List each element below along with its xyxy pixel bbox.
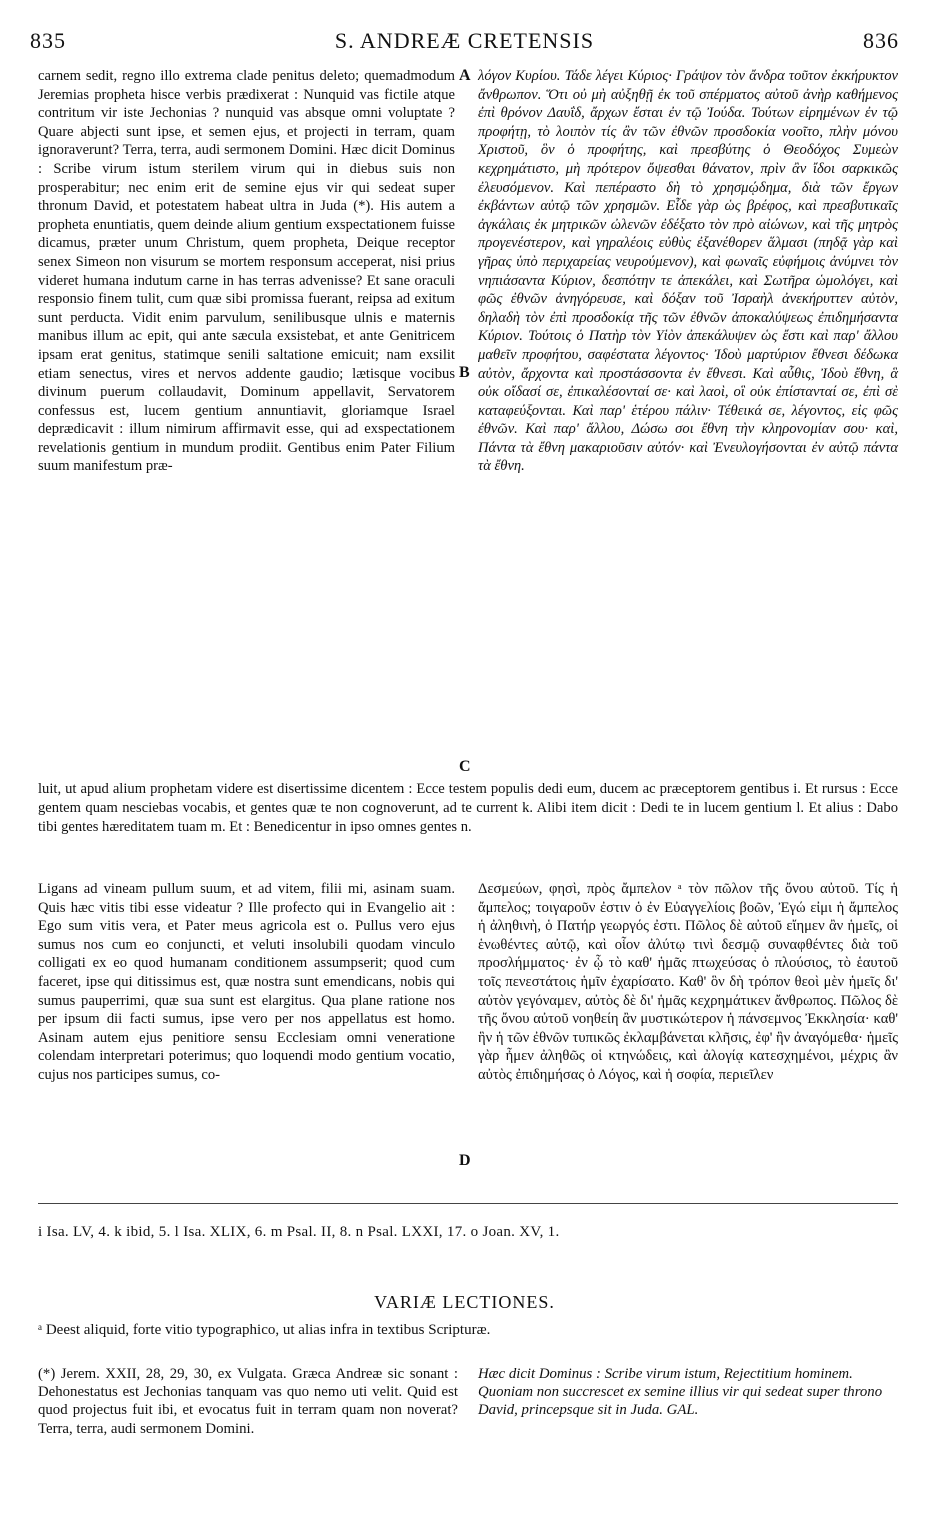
footnote-left: (*) Jerem. XXII, 28, 29, 30, ex Vulgata. Græca Andreæ sic sonant : Dehonestatus est Jechonias tanquam vas quo nemo uti velit. Quid est quod projectus fuit ibi, et evocatus fuit in terram quam non noverat? Terra, terra, audi sermonem Domini.: [38, 1366, 458, 1437]
variae-lectiones-heading: VARIÆ LECTIONES.: [374, 1292, 555, 1312]
running-title: S. ANDREÆ CRETENSIS: [334, 28, 595, 53]
running-header: [30, 28, 899, 58]
latin-column-bottom: [38, 880, 455, 1085]
latin-text-bottom: Ligans ad vineam pullum suum, et ad vitem, filii mi, asinam suam. Quis hæc vitis tibi esse videatur ? Ille profecto qui in Evangelio ait : Ego sum vitis vera, et Pater meus agricola est o. Pullus vero ejus sumus nos cum eo conjuncti, et veluti insolubili quodam vinculo colligati ex eo quod humanam conditionem assumpserit; quod cum faceret, ipse qui ditissimus est, quæ nostra sunt emendicans, nobis qui sumus pauperrimi, quæ sua sunt est elargitus. Qua plane ratione nos per ipsum dii facti sumus, ipse vero per nos appellatus est homo. Asinam autem ejus penitiore sensu Ecclesiam omni veneratione colendam interpretari poterimus; quo loquendi modo gentium vocatio, cujus nos participes sumus, co-: [38, 881, 455, 1083]
greek-column-bottom: [478, 880, 898, 1085]
margin-marker-c: C: [459, 758, 471, 775]
margin-marker-a: A: [459, 67, 471, 84]
scripture-references: i Isa. LV, 4. k ibid, 5. l Isa. XLIX, 6. m Psal. II, 8. n Psal. LXXI, 17. o Joan. XV, 1.: [38, 1224, 560, 1240]
latin-text-top: carnem sedit, regno illo extrema clade penitus deleto; quemadmodum Jeremias propheta hisce verbis prædixerat : Nunquid vas fictile atque contritum vir iste Jechonias ? nunquid vas absque omni voluptate ? Quare abjecti sunt ipse, et semen ejus, et projecti in terram, quam ignoraverunt? Terra, terra, audi sermonem Domini. Hæc dicit Dominus : Scribe virum istum sterilem virum qui in diebus suis non prosperabitur; nec enim erit de semine ejus vir qui sedeat super thronum David, et potestatem habeat ultra in Juda (*). His autem a propheta enuntiatis, quem deinde alium gentium exspectationem fuisse dicamus, præter unum Christum, quem propheta, Deique receptor senex Simeon non visurum se mortem responsum acceperat, nisi prius videret humana indutum carne in has terras advenisse? Et sane oraculi responsio finem tulit, cum quæ sibi promissa fuerant, reipsa ad exitum sunt perducta. Vidit enim parvulum, senilibusque ulnis e maternis manibus illum ac epit, qui ante sæcula exsistebat, et ante Genitricem ipsam erat genitus, statimque senili saltatione emicuit; nam exsilit etiam senectus, vires et nervos addente gaudio; lætisque vocibus divinum puerum collaudavit, Dominum appellavit, Servatorem confessus est, lucem gentium annuntiavit, gloriamque Israel deprædicavit : illum nimirum affirmavit esse, qui ad exspectationem revelationis gentium in mundum prodiit. Gentibus enim Pater Filium suum manifestum præ-: [38, 68, 455, 475]
full-width-paragraph: luit, ut apud alium prophetam videre est disertissime dicentem : Ecce testem populis dedi eum, ducem ac præceptorem gentibus i. Et rursus : Ecce gentem quam nesciebas vocabis, et gentes quæ te non cognoverunt, ad te current k. Alibi item dicit : Dedi te in lucem gentium l. Et alius : Dabo tibi gentes hæreditatem tuam m. Et : Benedicentur in ipso omnes gentes n.: [38, 781, 898, 835]
page-number-left: 835: [30, 28, 66, 53]
variae-lectiones-note: ᵃ Deest aliquid, forte vitio typographico, ut alias infra in textibus Scripturæ.: [38, 1322, 491, 1338]
greek-text-bottom: Δεσμεύων, φησὶ, πρὸς ἄμπελον ᵃ τὸν πῶλον τῆς ὄνου αὐτοῦ. Τίς ἡ ἄμπελος; τοιγαροῦν ἐστιν ὁ ἐν Εὐαγγελίοις βοῶν, Ἐγώ εἰμι ἡ ἄμπελος ἡ ἀληθινὴ, ὁ Πατήρ γεωργός ἐστι. Πῶλος δὲ αὐτοῦ εἴημεν ἂν ἡμεῖς, οἱ ἑνωθέντες αὐτῷ, καὶ οἷον ἀλύτῳ τινὶ δεσμῷ συναφθέντες διὰ τοῦ προσλήμματος· ἐν ᾧ τὸ καθ' ἡμᾶς πτωχεύσας ὁ πλούσιος, τὸ ἑαυτοῦ τοῖς πενεστάτοις ἡμῖν ἐχαρίσατο. Καθ' ὃν δὴ τρόπον θεοὶ μὲν ἡμεῖς δι' αὐτὸν γεγόναμεν, αὐτὸς δὲ δι' ἡμᾶς κεχρημάτικεν ἄνθρωπος. Πῶλος δὲ τῆς ὄνου αὐτοῦ νοηθείη ἂν μυστικώτερον ἡ πάνσεμνος Ἐκκλησία· καθ' ἣν ἡ τῶν ἐθνῶν τυπικῶς ἐκλαμβάνεται κλῆσις, ἐφ' ἣν ἀναγόμεθα· ἡμεῖς γὰρ ἦμεν ἀληθῶς οἱ κτηνώδεις, καὶ ἀλογίᾳ κατεσχημένοι, μέχρις ἂν αὐτὸς ἐπιδημήσας ὁ Λόγος, καὶ ἡ σοφία, περιεῖλεν: [478, 881, 898, 1083]
greek-text-top: λόγον Κυρίου. Τάδε λέγει Κύριος· Γράψον τὸν ἄνδρα τοῦτον ἐκκήρυκτον ἄνθρωπον. Ὅτι οὐ μὴ αὐξηθῇ ἐκ τοῦ σπέρματος αὐτοῦ ἀνὴρ καθήμενος ἐπὶ θρόνον Δαυΐδ, ἄρχων ἔσται ἐν τῷ Ἰούδα. Τούτων εἰρημένων ἐν τῷ προφήτῃ, τὸ λοιπὸν τίς ἂν τῶν ἐθνῶν προσδοκία νοοῖτο, πλὴν μόνου Χριστοῦ, ὃν ὁ προφήτης, καὶ πρεσβύτης ὁ Θεοδόχος Συμεὼν κεχρημάτιστο, μὴ πρότερον ὄψεσθαι θάνατον, πρὶν ἂν ἴδοι σαρκικῶς ἐλευσόμενον. Καὶ πεπέραστο δὴ τὸ χρησμῴδημα, διὰ τῶν ἔργων ἐκβάντων αὐτῷ τῶν χρησμῶν. Εἶδε γὰρ ὡς βρέφος, καὶ πρεσβυτικαῖς ἀγκάλαις ἐκ μητρικῶν ὠλενῶν ἐδέξατο τὸν πρὸ αἰώνων, καὶ τῆς μητρὸς προγενέστερον, καὶ γηραλέοις εὐθὺς ἐξανέθορεν ἅλμασι (πηδᾷ γὰρ καὶ γῆρας ὑπὸ περιχαρείας νευρούμενον), καὶ φωναῖς εὐφήμοις ἀνύμνει τὸν νηπιάσαντα Κύριον, δεσπότην τε ἀπεκάλει, καὶ Σωτῆρα ὡμολόγει, καὶ φῶς ἐθνῶν ἀνηγόρευσε, καὶ δόξαν τοῦ Ἰσραὴλ ἀνεκήρυττεν αὐτὸν, δηλαδὴ τὸν ἐπὶ προσδοκίᾳ τῆς τῶν ἐθνῶν ἀποκαλύψεως ἐπιδημήσαντα Κύριον. Τούτοις ὁ Πατὴρ τὸν Υἱὸν ἀπεκάλυψεν ὡς ἔστι καὶ παρ' ἄλλου μαθεῖν προφήτου, σαφέστατα λέγοντος· Ἰδοὺ μαρτύριον ἔθνεσι δέδωκα αὐτὸν, ἄρχοντα καὶ προστάσσοντα ἐν ἔθνεσι. Καὶ αὖθις, Ἰδοὺ ἔθνη, ἃ οὐκ οἴδασί σε, ἐπικαλέσονταί σε· καὶ λαοὶ, οἳ οὐκ ἐπίστανταί σε, ἐπὶ σὲ καταφεύξονται. Καὶ παρ' ἑτέρου πάλιν· Τέθεικά σε, λέγοντος, εἰς φῶς ἐθνῶν. Καὶ παρ' ἄλλου, Δώσω σοι ἔθνη τὴν κληρονομίαν σου· καὶ, Πάντα τὰ ἔθνη μακαριοῦσιν αὐτόν· καὶ Ἐνευλογήσονται ἐν αὐτῷ πάντα τὰ ἔθνη.: [478, 68, 898, 475]
page-number-right: 836: [863, 28, 899, 53]
footnote-right: Hæc dicit Dominus : Scribe virum istum, Rejectitium hominem. Quoniam non succrescet ex semine illius vir qui sedeat super throno David, princepsque sit in Juda. GAL.: [478, 1366, 883, 1419]
margin-marker-b: B: [459, 364, 470, 381]
footnote-separator: [38, 1203, 898, 1204]
margin-marker-d: D: [459, 1152, 471, 1169]
latin-column-top: [38, 67, 455, 476]
greek-column-top: [478, 67, 898, 476]
